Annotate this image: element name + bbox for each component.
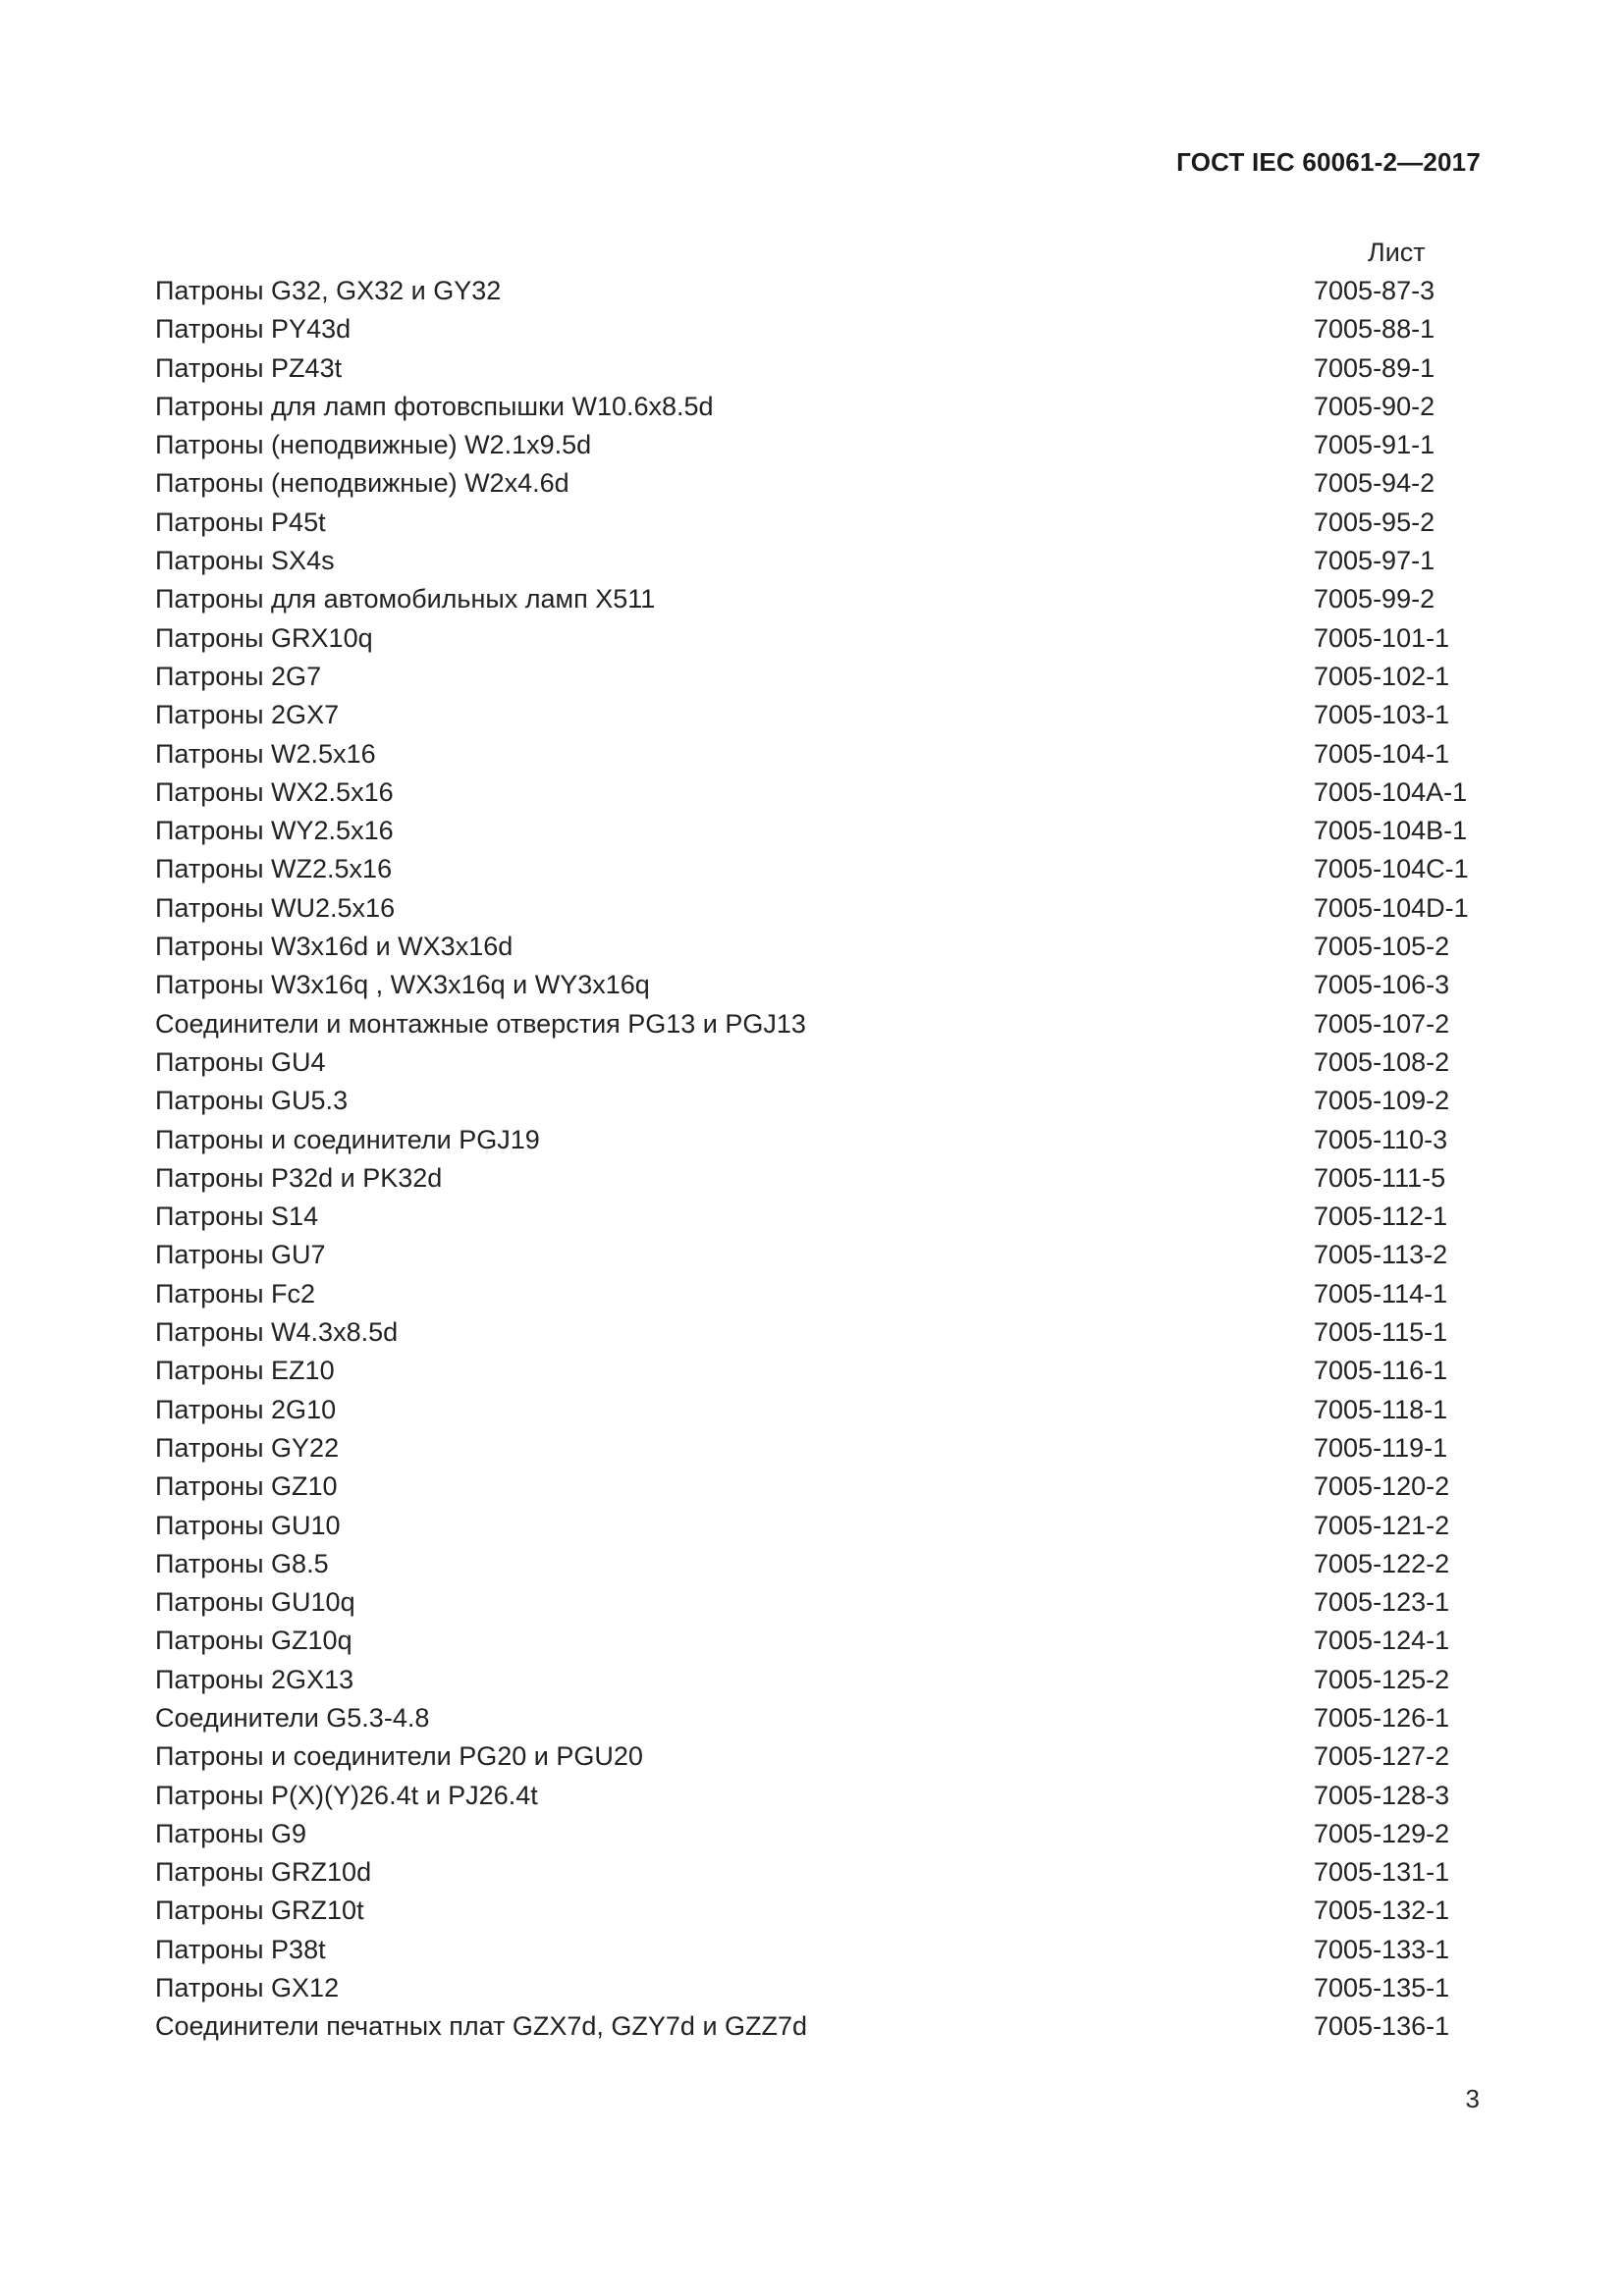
toc-entry-title: Патроны P38t (155, 1934, 326, 1964)
toc-entry-sheet: 7005-105-2 (1314, 932, 1450, 962)
toc-row (155, 1777, 1490, 1815)
toc-entry-sheet: 7005-95-2 (1314, 507, 1435, 537)
toc-entry-title: Патроны EZ10 (155, 1356, 335, 1386)
toc-row (155, 1313, 1490, 1352)
toc-entry-title: Патроны (неподвижные) W2x4.6d (155, 468, 569, 499)
toc-row (155, 1198, 1490, 1236)
toc-row (155, 1391, 1490, 1429)
toc-entry-sheet: 7005-104D-1 (1314, 892, 1469, 923)
toc-entry-sheet: 7005-97-1 (1314, 546, 1435, 576)
toc-entry-sheet: 7005-91-1 (1314, 430, 1435, 460)
toc-entry-title: Патроны GU4 (155, 1046, 326, 1077)
toc-row (155, 1969, 1490, 2007)
toc-entry-sheet: 7005-122-2 (1314, 1548, 1450, 1578)
toc-entry-sheet: 7005-108-2 (1314, 1046, 1450, 1077)
toc-row (155, 1699, 1490, 1737)
toc-row (155, 349, 1490, 388)
toc-row (155, 1082, 1490, 1120)
toc-entry-title: Патроны WX2.5x16 (155, 776, 394, 807)
toc-row (155, 1236, 1490, 1274)
toc-entry-sheet: 7005-90-2 (1314, 391, 1435, 421)
toc-entry-title: Патроны G8.5 (155, 1548, 329, 1578)
toc-entry-sheet: 7005-94-2 (1314, 468, 1435, 499)
toc-entry-sheet: 7005-120-2 (1314, 1471, 1450, 1502)
standard-code-header: ГОСТ IEC 60061-2—2017 (1176, 147, 1481, 177)
toc-entry-sheet: 7005-131-1 (1314, 1857, 1450, 1888)
toc-entry-title: Патроны WZ2.5x16 (155, 854, 393, 884)
toc-entry-title: Патроны для ламп фотовспышки W10.6x8.5d (155, 391, 714, 421)
toc-entry-sheet: 7005-107-2 (1314, 1008, 1450, 1039)
toc-row (155, 464, 1490, 503)
toc-entry-sheet: 7005-114-1 (1314, 1278, 1448, 1308)
toc-entry-sheet: 7005-129-2 (1314, 1818, 1450, 1848)
toc-entry-title: Патроны и соединители PG20 и PGU20 (155, 1741, 643, 1772)
toc-entry-title: Патроны 2GX7 (155, 700, 340, 730)
toc-row (155, 1005, 1490, 1043)
toc-entry-sheet: 7005-104-1 (1314, 738, 1450, 769)
toc-row (155, 1737, 1490, 1776)
toc-entry-title: Патроны 2GX13 (155, 1664, 354, 1694)
toc-row (155, 1545, 1490, 1583)
toc-row (155, 1159, 1490, 1198)
toc-row (155, 966, 1490, 1004)
toc-entry-sheet: 7005-110-3 (1314, 1124, 1448, 1154)
toc-entry-title: Патроны G32, GX32 и GY32 (155, 276, 502, 305)
toc-row (155, 1583, 1490, 1622)
toc-row (155, 1931, 1490, 1969)
toc-row (155, 889, 1490, 928)
toc-row (155, 542, 1490, 580)
toc-entry-title: Соединители печатных плат GZX7d, GZY7d и GZZ7d (155, 2011, 808, 2042)
toc-row (155, 1275, 1490, 1313)
toc-entry-title: Патроны GU7 (155, 1240, 326, 1270)
toc-entry-sheet: 7005-106-3 (1314, 970, 1450, 1000)
toc-row (155, 1429, 1490, 1468)
toc-entry-title: Патроны SX4s (155, 546, 335, 576)
toc-entry-sheet: 7005-104C-1 (1314, 854, 1469, 884)
toc-entry-sheet: 7005-135-1 (1314, 1973, 1450, 2003)
toc-entry-sheet: 7005-118-1 (1314, 1394, 1448, 1424)
toc-entry-title: Патроны для автомобильных ламп X511 (155, 584, 656, 614)
toc-entry-title: Патроны 2G10 (155, 1394, 337, 1424)
toc-entry-title: Патроны PZ43t (155, 352, 343, 383)
toc-entry-sheet: 7005-102-1 (1314, 661, 1450, 691)
toc-row (155, 272, 1490, 310)
toc-entry-title: Патроны 2G7 (155, 661, 322, 691)
toc-entry-sheet: 7005-127-2 (1314, 1741, 1450, 1772)
toc-entry-title: Патроны G9 (155, 1818, 307, 1848)
toc-entry-title: Патроны WY2.5x16 (155, 816, 394, 846)
toc-entry-sheet: 7005-113-2 (1314, 1240, 1448, 1270)
toc-entry-sheet: 7005-128-3 (1314, 1780, 1450, 1810)
toc-entry-title: Патроны GU10q (155, 1587, 355, 1618)
toc-entry-sheet: 7005-111-5 (1314, 1162, 1446, 1193)
toc-row (155, 735, 1490, 774)
toc-entry-title: Патроны W3x16q , WX3x16q и WY3x16q (155, 970, 650, 1000)
toc-entry-sheet: 7005-124-1 (1314, 1626, 1450, 1656)
toc-entry-sheet: 7005-109-2 (1314, 1086, 1450, 1116)
toc-row (155, 1892, 1490, 1930)
toc-entry-sheet: 7005-125-2 (1314, 1664, 1450, 1694)
toc-entry-title: Патроны GRZ10t (155, 1896, 364, 1926)
toc-row (155, 1815, 1490, 1853)
toc-row (155, 1507, 1490, 1545)
toc-row (155, 1853, 1490, 1892)
toc-entry-title: Патроны Fc2 (155, 1278, 316, 1308)
toc-entry-sheet: 7005-89-1 (1314, 352, 1435, 383)
toc-entry-title: Патроны GRZ10d (155, 1857, 372, 1888)
toc-row (155, 696, 1490, 734)
toc-entry-title: Патроны W3x16d и WX3x16d (155, 932, 514, 962)
toc-row (155, 2007, 1490, 2046)
toc-entry-title: Соединители и монтажные отверстия PG13 и PGJ13 (155, 1008, 806, 1039)
toc-entry-title: Патроны GZ10 (155, 1471, 338, 1502)
toc-entry-sheet: 7005-87-3 (1314, 276, 1435, 305)
toc-row (155, 928, 1490, 966)
toc-entry-title: Патроны S14 (155, 1201, 319, 1232)
toc-entry-sheet: 7005-88-1 (1314, 314, 1435, 345)
toc-entry-title: Патроны W4.3x8.5d (155, 1317, 399, 1348)
toc-row (155, 1043, 1490, 1082)
toc-row (155, 1622, 1490, 1660)
toc-entry-sheet: 7005-103-1 (1314, 700, 1450, 730)
toc-entry-title: Патроны PY43d (155, 314, 352, 345)
toc-entry-title: Патроны WU2.5x16 (155, 892, 396, 923)
toc-row (155, 850, 1490, 888)
toc-entry-title: Патроны GU5.3 (155, 1086, 349, 1116)
toc-entry-title: Патроны P32d и PK32d (155, 1162, 443, 1193)
toc-entry-title: Патроны GRX10q (155, 622, 373, 653)
toc-entry-title: Патроны и соединители PGJ19 (155, 1124, 540, 1154)
page-number: 3 (1465, 2084, 1480, 2113)
toc-row (155, 774, 1490, 812)
toc-entry-sheet: 7005-115-1 (1314, 1317, 1448, 1348)
toc-entry-sheet: 7005-101-1 (1314, 622, 1450, 653)
toc-row (155, 426, 1490, 464)
toc-entry-title: Патроны P(X)(Y)26.4t и PJ26.4t (155, 1780, 538, 1810)
toc-entry-title: Патроны GZ10q (155, 1626, 352, 1656)
toc-row (155, 619, 1490, 658)
toc-entry-title: Патроны GX12 (155, 1973, 340, 2003)
toc-entry-sheet: 7005-104A-1 (1314, 776, 1468, 807)
toc-entry-sheet: 7005-136-1 (1314, 2011, 1450, 2042)
toc-row (155, 310, 1490, 348)
toc-entry-sheet: 7005-112-1 (1314, 1201, 1448, 1232)
toc-entry-sheet: 7005-99-2 (1314, 584, 1435, 614)
toc-row (155, 1468, 1490, 1506)
toc-entry-title: Соединители G5.3-4.8 (155, 1702, 430, 1733)
toc-row (155, 388, 1490, 426)
toc-row (155, 1661, 1490, 1699)
toc-row (155, 1121, 1490, 1159)
toc-entry-sheet: 7005-126-1 (1314, 1702, 1450, 1733)
toc-entry-title: Патроны (неподвижные) W2.1x9.5d (155, 430, 592, 460)
toc-entry-sheet: 7005-133-1 (1314, 1934, 1450, 1964)
toc-entry-sheet: 7005-116-1 (1314, 1356, 1448, 1386)
toc-row (155, 658, 1490, 696)
toc-entry-title: Патроны GU10 (155, 1510, 341, 1540)
toc-entry-sheet: 7005-132-1 (1314, 1896, 1450, 1926)
sheet-column-heading: Лист (1368, 238, 1426, 267)
table-of-contents (155, 272, 1490, 2047)
toc-row (155, 580, 1490, 618)
toc-row (155, 812, 1490, 850)
toc-entry-sheet: 7005-121-2 (1314, 1510, 1450, 1540)
toc-entry-title: Патроны P45t (155, 507, 326, 537)
toc-entry-title: Патроны GY22 (155, 1432, 340, 1463)
toc-entry-sheet: 7005-123-1 (1314, 1587, 1450, 1618)
toc-entry-sheet: 7005-119-1 (1314, 1432, 1448, 1463)
toc-row (155, 1352, 1490, 1390)
toc-entry-title: Патроны W2.5x16 (155, 738, 376, 769)
toc-row (155, 504, 1490, 542)
toc-entry-sheet: 7005-104B-1 (1314, 816, 1468, 846)
